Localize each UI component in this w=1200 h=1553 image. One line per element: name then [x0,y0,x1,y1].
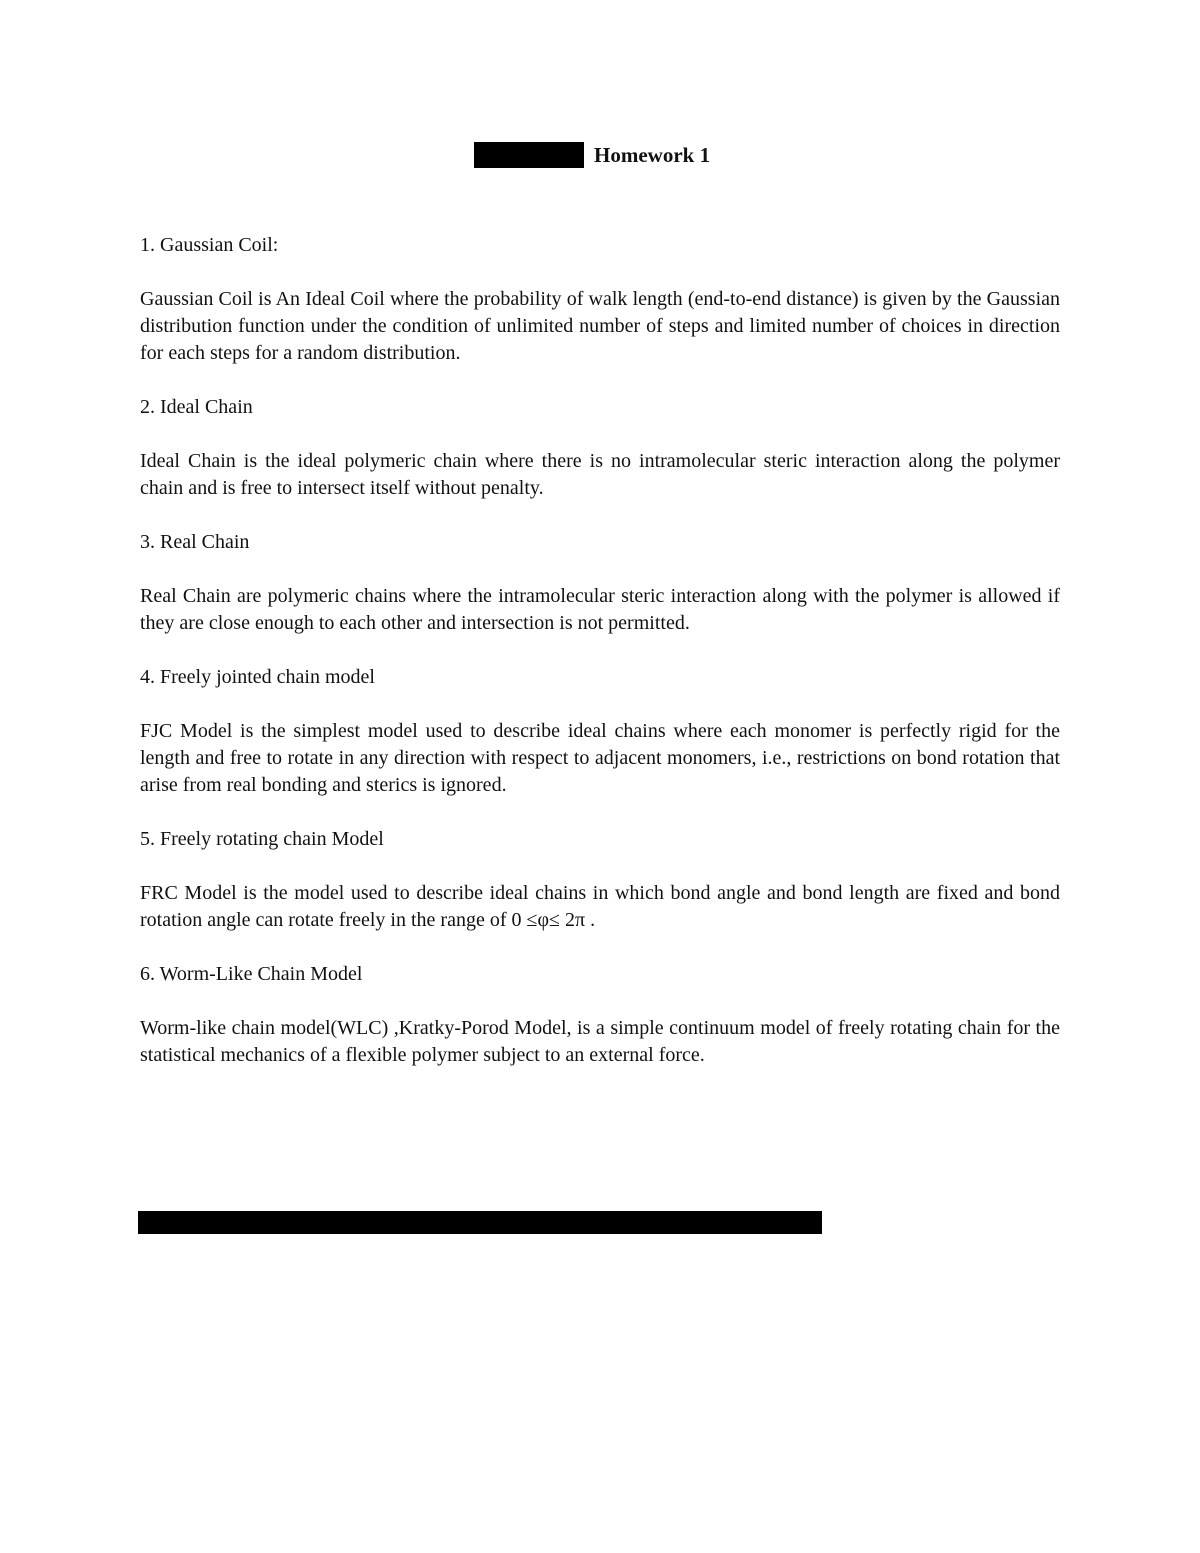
section-body-freely-jointed-chain: FJC Model is the simplest model used to describe ideal chains where each monomer is perfectly rigid for the length and free to rotate in any direction with respect to adjacent monomers, i.e., restrictions on bond rotation that arise from real bonding and sterics is ignored. [140,720,1060,796]
document-body [140,232,1060,1069]
page-title: Homework 1 [594,143,711,167]
section-body-gaussian-coil: Gaussian Coil is An Ideal Coil where the probability of walk length (end-to-end distance) is given by the Gaussian distribution function under the condition of unlimited number of steps and limited number of choices in direction for each steps for a random distribution. [140,288,1060,364]
redacted-name-block [474,142,584,168]
section-body-real-chain: Real Chain are polymeric chains where the intramolecular steric interaction along with the polymer is allowed if they are close enough to each other and intersection is not permitted. [140,585,1060,634]
section-body-ideal-chain: Ideal Chain is the ideal polymeric chain where there is no intramolecular steric interaction along the polymer chain and is free to intersect itself without penalty. [140,450,1060,499]
section-heading-worm-like-chain: 6. Worm-Like Chain Model [140,963,363,985]
section-heading-freely-jointed-chain: 4. Freely jointed chain model [140,666,375,688]
section-heading-ideal-chain: 2. Ideal Chain [140,396,253,418]
section-heading-gaussian-coil: 1. Gaussian Coil: [140,234,279,256]
section-body-freely-rotating-chain: FRC Model is the model used to describe ideal chains in which bond angle and bond length are fixed and bond rotation angle can rotate freely in the range of 0 ≤φ≤ 2π . [140,882,1060,931]
redacted-footer-block [138,1211,822,1234]
section-body-worm-like-chain: Worm-like chain model(WLC) ,Kratky-Porod Model, is a simple continuum model of freely rotating chain for the statistical mechanics of a flexible polymer subject to an external force. [140,1017,1060,1066]
section-heading-freely-rotating-chain: 5. Freely rotating chain Model [140,828,384,850]
section-heading-real-chain: 3. Real Chain [140,531,250,553]
title-row [474,142,710,168]
